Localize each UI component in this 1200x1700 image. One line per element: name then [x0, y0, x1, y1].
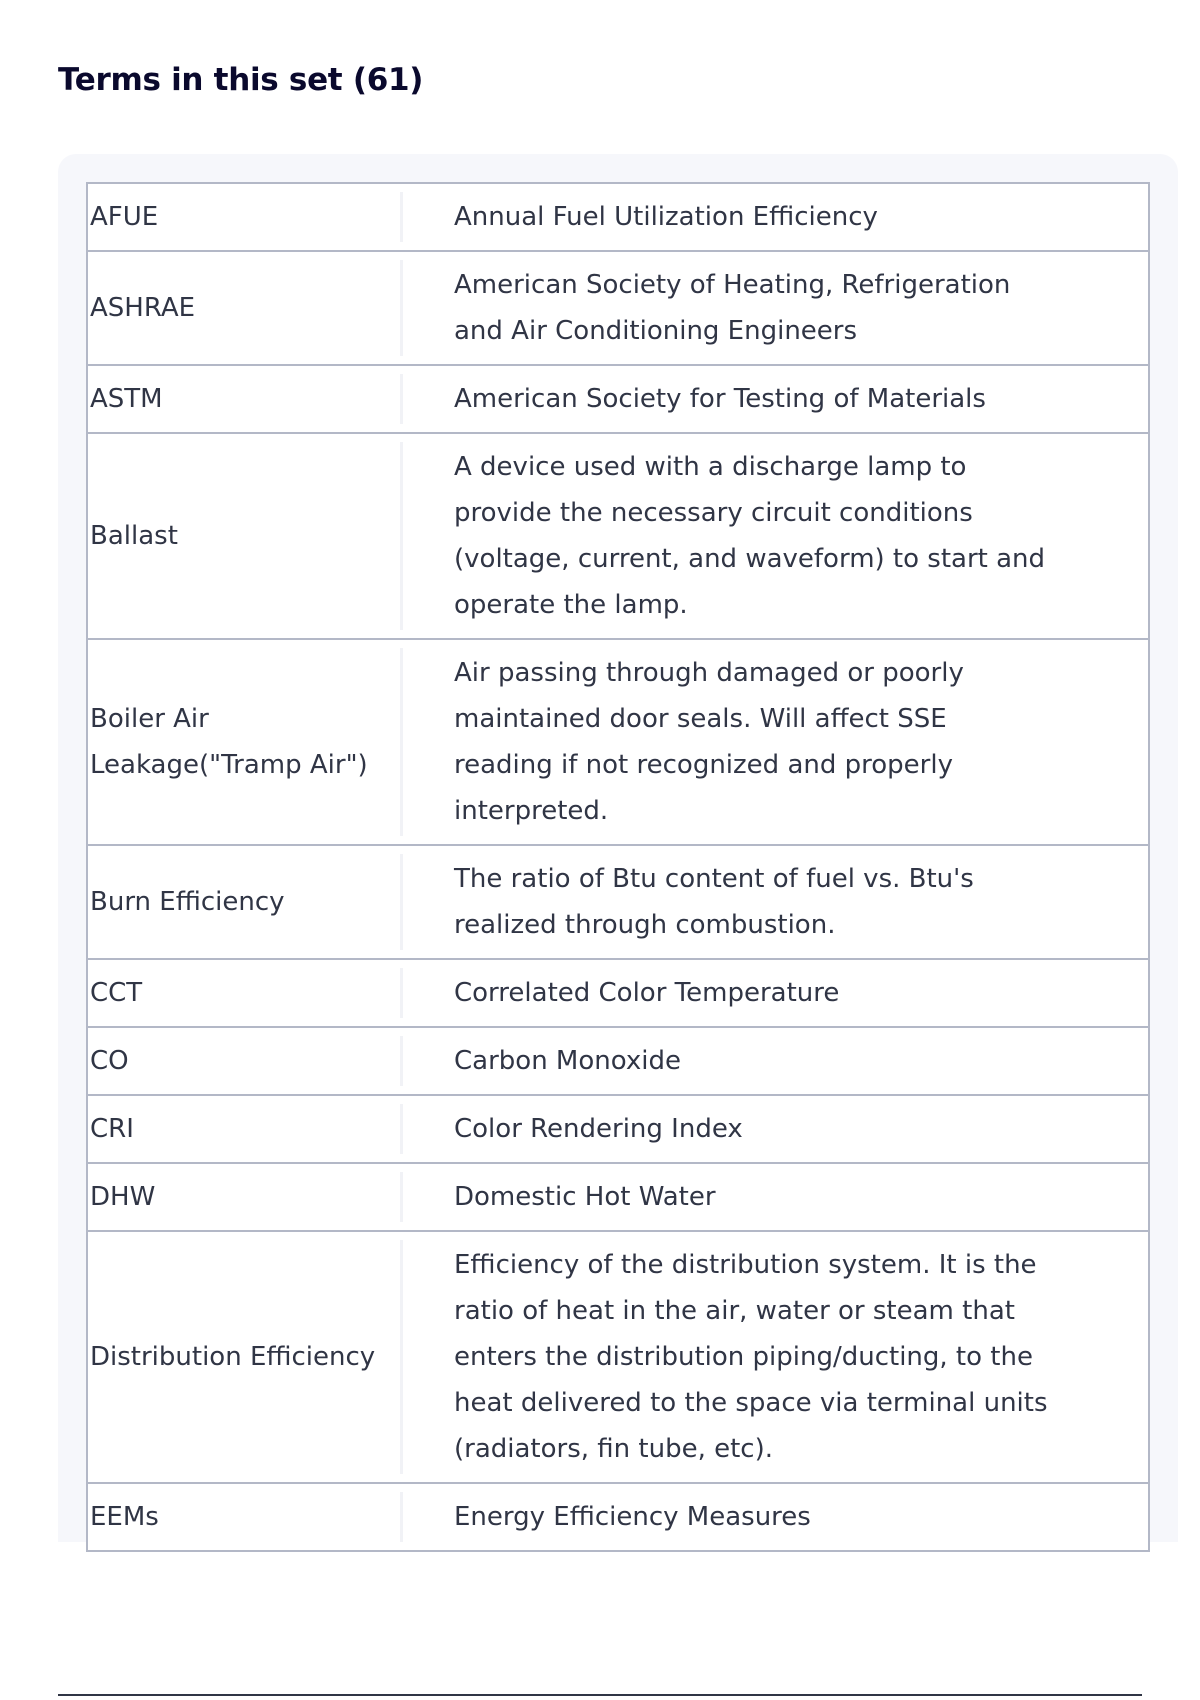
term-label: EEMs [87, 1483, 400, 1551]
terms-table [86, 182, 1150, 1552]
term-row [87, 1483, 1149, 1551]
term-row [87, 251, 1149, 365]
term-definition: Carbon Monoxide [454, 1027, 1149, 1095]
page-title: Terms in this set (61) [58, 62, 424, 98]
column-divider [400, 1231, 454, 1483]
term-definition: Air passing through damaged or poorly maintained door seals. Will affect SSE reading if not recognized and properly interpreted. [454, 639, 1149, 845]
term-row [87, 183, 1149, 251]
column-divider [400, 365, 454, 433]
term-definition: American Society for Testing of Materials [454, 365, 1149, 433]
term-definition: Efficiency of the distribution system. It is the ratio of heat in the air, water or steam that enters the distribution piping/ducting, to the heat delivered to the space via terminal units (radiators, fin tube, etc). [454, 1231, 1149, 1483]
term-definition: Annual Fuel Utilization Efficiency [454, 183, 1149, 251]
column-divider [400, 639, 454, 845]
term-label: ASTM [87, 365, 400, 433]
term-row [87, 1027, 1149, 1095]
term-label: CO [87, 1027, 400, 1095]
bottom-divider [58, 1694, 1142, 1696]
term-label: CRI [87, 1095, 400, 1163]
term-row [87, 959, 1149, 1027]
term-label: Ballast [87, 433, 400, 639]
term-definition: A device used with a discharge lamp to provide the necessary circuit conditions (voltage, current, and waveform) to start and operate the lamp. [454, 433, 1149, 639]
column-divider [400, 1163, 454, 1231]
column-divider [400, 1095, 454, 1163]
column-divider [400, 845, 454, 959]
term-definition: Correlated Color Temperature [454, 959, 1149, 1027]
term-definition: American Society of Heating, Refrigeration and Air Conditioning Engineers [454, 251, 1149, 365]
term-label: DHW [87, 1163, 400, 1231]
term-definition: Domestic Hot Water [454, 1163, 1149, 1231]
column-divider [400, 959, 454, 1027]
term-label: CCT [87, 959, 400, 1027]
column-divider [400, 1027, 454, 1095]
column-divider [400, 251, 454, 365]
term-definition: The ratio of Btu content of fuel vs. Btu's realized through combustion. [454, 845, 1149, 959]
column-divider [400, 433, 454, 639]
term-label: ASHRAE [87, 251, 400, 365]
term-row [87, 1163, 1149, 1231]
term-row [87, 639, 1149, 845]
term-label: Distribution Efficiency [87, 1231, 400, 1483]
term-definition: Energy Efficiency Measures [454, 1483, 1149, 1551]
term-label: Burn Efficiency [87, 845, 400, 959]
terms-card [58, 154, 1178, 1542]
term-row [87, 1231, 1149, 1483]
term-row [87, 365, 1149, 433]
term-row [87, 433, 1149, 639]
term-label: Boiler Air Leakage("Tramp Air") [87, 639, 400, 845]
term-row [87, 1095, 1149, 1163]
term-row [87, 845, 1149, 959]
term-label: AFUE [87, 183, 400, 251]
column-divider [400, 183, 454, 251]
column-divider [400, 1483, 454, 1551]
term-definition: Color Rendering Index [454, 1095, 1149, 1163]
